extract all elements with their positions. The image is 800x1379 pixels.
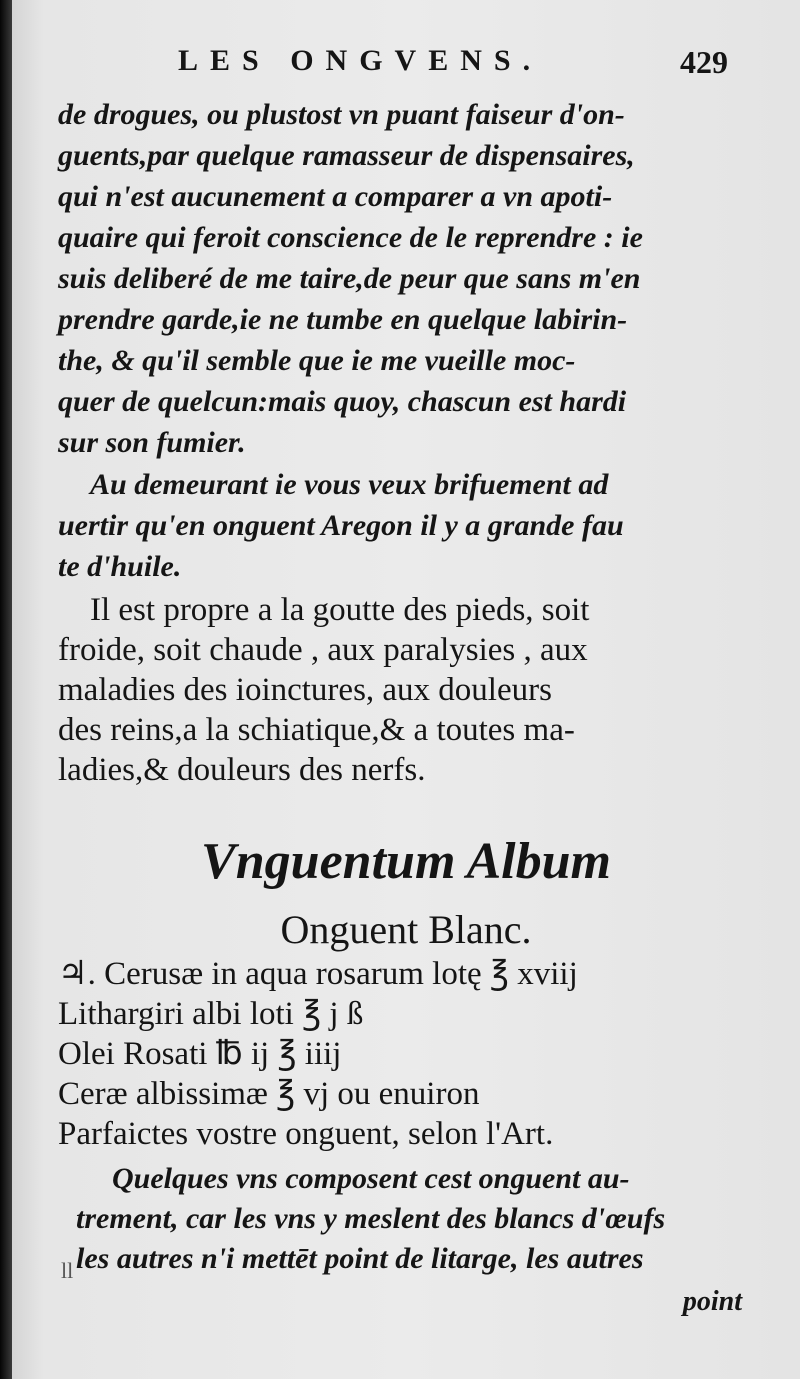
recipe-line: Olei Rosati ℔ ij ℥ iiij xyxy=(58,1036,342,1072)
page-number: 429 xyxy=(680,44,728,80)
recipe-line: ♃. Cerusæ in aqua rosarum lotę ℥ xviij xyxy=(58,956,578,992)
text-line: maladies des ioinctures, aux douleurs xyxy=(58,672,552,708)
text-line: te d'huile. xyxy=(58,550,182,583)
text-line: suis deliberé de me taire,de peur que sans m'en xyxy=(58,262,641,295)
section-heading-latin: Vnguentum Album xyxy=(201,833,611,890)
text-line: de drogues, ou plustost vn puant faiseur d'on- xyxy=(58,98,625,131)
text-line: Quelques vns composent cest onguent au- xyxy=(112,1162,630,1195)
text-line: quaire qui feroit conscience de le reprendre : ie xyxy=(58,221,643,254)
text-line: the, & qu'il semble que ie me vueille moc- xyxy=(58,344,576,377)
section-heading-french: Onguent Blanc. xyxy=(280,907,532,952)
text-line: guents,par quelque ramasseur de dispensaires, xyxy=(58,139,635,172)
text-line: uertir qu'en onguent Aregon il y a grande fau xyxy=(58,509,624,542)
page-gutter-shadow xyxy=(0,0,12,1379)
recipe-line: Lithargiri albi loti ℥ j ß xyxy=(58,996,364,1032)
running-head xyxy=(178,44,738,84)
book-page xyxy=(12,0,800,1379)
text-line: qui n'est aucunement a comparer a vn apoti- xyxy=(58,180,613,213)
text-line: trement, car les vns y meslent des blancs d'œufs xyxy=(76,1202,666,1235)
text-line: froide, soit chaude , aux paralysies , aux xyxy=(58,632,588,668)
text-line: sur son fumier. xyxy=(58,426,246,459)
text-line: des reins,a la schiatique,& a toutes ma- xyxy=(58,712,575,748)
text-line: Au demeurant ie vous veux brifuement ad xyxy=(90,468,609,501)
recipe-line: Parfaictes vostre onguent, selon l'Art. xyxy=(58,1116,554,1152)
text-line: Il est propre a la goutte des pieds, soit xyxy=(90,592,590,628)
margin-mark: ll xyxy=(61,1258,74,1283)
text-line: prendre garde,ie ne tumbe en quelque labirin- xyxy=(58,303,628,336)
text-line: quer de quelcun:mais quoy, chascun est hardi xyxy=(58,385,627,418)
text-line: ladies,& douleurs des nerfs. xyxy=(58,752,426,788)
catchword: point xyxy=(682,1286,742,1317)
recipe-line: Ceræ albissimæ ℥ vj ou enuiron xyxy=(58,1076,480,1112)
text-line: les autres n'i mettēt point de litarge, les autres xyxy=(76,1242,644,1275)
running-head-title: LES ONGVENS. xyxy=(178,44,543,77)
